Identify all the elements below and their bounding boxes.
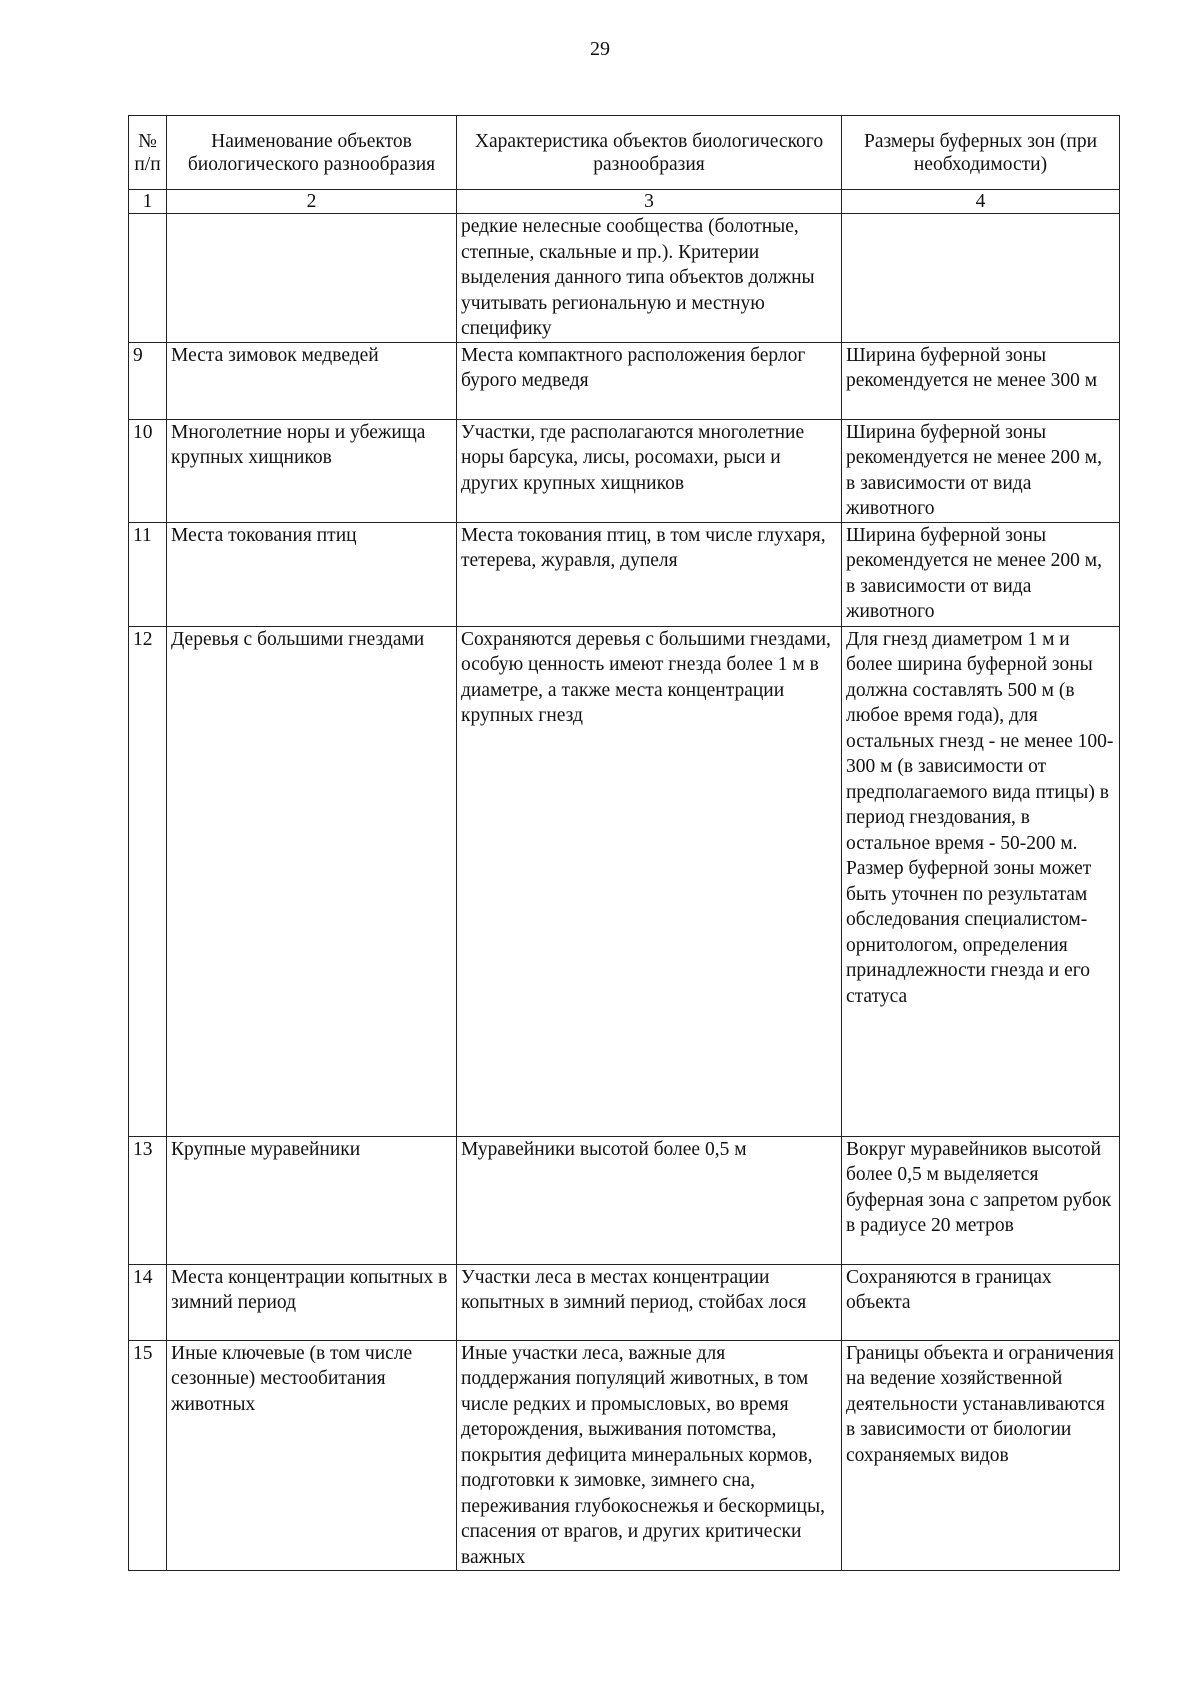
object-characteristic: Муравейники высотой более 0,5 м [457, 1136, 842, 1264]
object-name: Иные ключевые (в том числе сезонные) местообитания животных [167, 1340, 457, 1571]
object-characteristic: Места компактного расположения берлог бурого медведя [457, 342, 842, 419]
column-number: 3 [457, 190, 842, 214]
object-name: Места зимовок медведей [167, 342, 457, 419]
page-number: 29 [590, 38, 610, 60]
buffer-size: Ширина буферной зоны рекомендуется не менее 300 м [842, 342, 1120, 419]
object-name [167, 214, 457, 343]
header-characteristic: Характеристика объектов биологического разнообразия [457, 116, 842, 190]
buffer-size: Вокруг муравейников высотой более 0,5 м выделяется буферная зона с запретом рубок в радиусе 20 метров [842, 1136, 1120, 1264]
object-name: Многолетние норы и убежища крупных хищников [167, 419, 457, 522]
row-number: 10 [129, 419, 167, 522]
buffer-size: Ширина буферной зоны рекомендуется не менее 200 м, в зависимости от вида животного [842, 419, 1120, 522]
object-characteristic: Сохраняются деревья с большими гнездами, особую ценность имеют гнезда более 1 м в диаметре, а также места концентрации крупных гнезд [457, 626, 842, 1136]
buffer-size: Границы объекта и ограничения на ведение хозяйственной деятельности устанавливаются в зависимости от биологии сохраняемых видов [842, 1340, 1120, 1571]
table-row [129, 1264, 1120, 1340]
biodiversity-objects-table [128, 115, 1120, 1571]
table-row [129, 626, 1120, 1136]
header-number: № п/п [129, 116, 167, 190]
row-number: 11 [129, 522, 167, 626]
buffer-size: Для гнезд диаметром 1 м и более ширина буферной зоны должна составлять 500 м (в любое время года), для остальных гнезд - не менее 100-300 м (в зависимости от предполагаемого вида птицы) в период гнездования, в остальное время - 50-200 м. Размер буферной зоны может быть уточнен по результатам обследования специалистом-орнитологом, определения принадлежности гнезда и его статуса [842, 626, 1120, 1136]
object-characteristic: Иные участки леса, важные для поддержания популяций животных, в том числе редких и промысловых, во время деторождения, выживания потомства, покрытия дефицита минеральных кормов, подготовки к зимовке, зимнего сна, переживания глубокоснежья и бескормицы, спасения от врагов, и других критически важных [457, 1340, 842, 1571]
object-characteristic: Места токования птиц, в том числе глухаря, тетерева, журавля, дупеля [457, 522, 842, 626]
object-characteristic: редкие нелесные сообщества (болотные, степные, скальные и пр.). Критерии выделения данного типа объектов должны учитывать региональную и местную специфику [457, 214, 842, 343]
row-number: 9 [129, 342, 167, 419]
table-header-row [129, 116, 1120, 190]
row-number: 15 [129, 1340, 167, 1571]
table-row [129, 1136, 1120, 1264]
buffer-size [842, 214, 1120, 343]
column-number: 1 [129, 190, 167, 214]
column-number-row [129, 190, 1120, 214]
object-name: Крупные муравейники [167, 1136, 457, 1264]
buffer-size: Ширина буферной зоны рекомендуется не менее 200 м, в зависимости от вида животного [842, 522, 1120, 626]
table-row [129, 342, 1120, 419]
object-characteristic: Участки, где располагаются многолетние норы барсука, лисы, росомахи, рыси и других крупных хищников [457, 419, 842, 522]
object-name: Деревья с большими гнездами [167, 626, 457, 1136]
header-object-name: Наименование объектов биологического разнообразия [167, 116, 457, 190]
row-number [129, 214, 167, 343]
row-number: 12 [129, 626, 167, 1136]
table-row [129, 214, 1120, 343]
table-row [129, 1340, 1120, 1571]
table-row [129, 419, 1120, 522]
buffer-size: Сохраняются в границах объекта [842, 1264, 1120, 1340]
object-name: Места токования птиц [167, 522, 457, 626]
row-number: 13 [129, 1136, 167, 1264]
header-buffer-size: Размеры буферных зон (при необходимости) [842, 116, 1120, 190]
table-row [129, 522, 1120, 626]
object-name: Места концентрации копытных в зимний период [167, 1264, 457, 1340]
row-number: 14 [129, 1264, 167, 1340]
column-number: 2 [167, 190, 457, 214]
object-characteristic: Участки леса в местах концентрации копытных в зимний период, стойбах лося [457, 1264, 842, 1340]
column-number: 4 [842, 190, 1120, 214]
